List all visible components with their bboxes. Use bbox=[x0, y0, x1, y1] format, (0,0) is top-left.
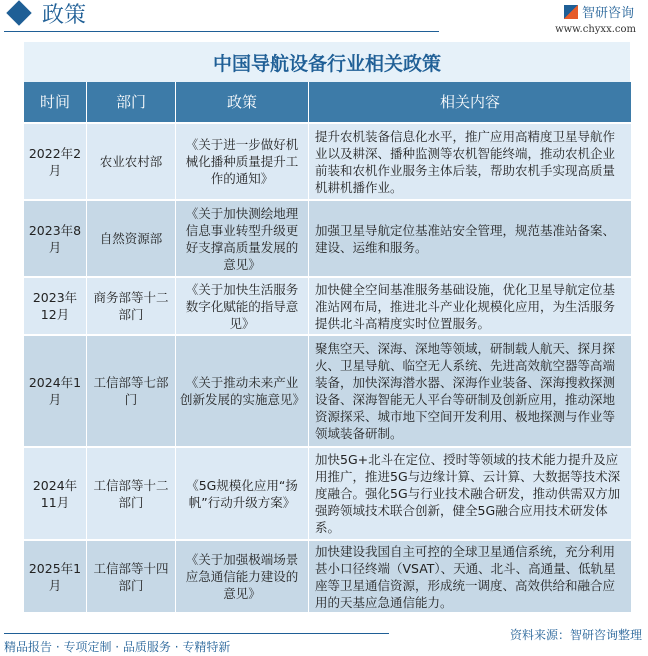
policy-table bbox=[24, 42, 630, 614]
col-content: 相关内容 bbox=[309, 82, 631, 122]
logo bbox=[564, 2, 634, 21]
cell-dept: 商务部等十二部门 bbox=[87, 278, 175, 334]
cell-content: 聚焦空天、深海、深地等领域，研制载人航天、探月探火、卫星导航、临空无人系统、先进高效航空器等高端装备，加快深海潜水器、深海作业装备、深海搜救探测设备、深海智能无人平台等研制及创新应用，推动深地资源探采、城市地下空间开发利用、极地探测与作业等领域装备研制。 bbox=[309, 336, 631, 446]
cell-dept: 工信部等十四部门 bbox=[87, 541, 175, 612]
cell-dept: 工信部等十二部门 bbox=[87, 448, 175, 539]
table-row bbox=[24, 336, 630, 446]
col-policy: 政策 bbox=[176, 82, 308, 122]
cell-content: 加快5G+北斗在定位、授时等领域的技术能力提升及应用推广，推进5G与边缘计算、云计算、大数据等技术深度融合。强化5G与行业技术融合研发，推动供需双方加强跨领域技术联合创新，健全5G融合应用技术研发体系。 bbox=[309, 448, 631, 539]
cell-policy: 《关于加快生活服务数字化赋能的指导意见》 bbox=[176, 278, 308, 334]
table-row bbox=[24, 541, 630, 612]
cell-policy: 《关于推动未来产业创新发展的实施意见》 bbox=[176, 336, 308, 446]
footer-divider bbox=[4, 633, 389, 634]
table-header bbox=[24, 82, 630, 122]
cell-time: 2024年11月 bbox=[24, 448, 86, 539]
col-dept: 部门 bbox=[87, 82, 175, 122]
table-row bbox=[24, 448, 630, 539]
cell-dept: 农业农村部 bbox=[87, 124, 175, 199]
cell-content: 提升农机装备信息化水平，推广应用高精度卫星导航作业以及耕深、播种监测等农机智能终端，推动农机企业前装和农机作业服务主体后装，帮助农机手实现高质量机耕机播作业。 bbox=[309, 124, 631, 199]
cell-content: 加快健全空间基准服务基础设施，优化卫星导航定位基准站网布局，推进北斗产业化规模化应用，为生活服务提供北斗高精度实时位置服务。 bbox=[309, 278, 631, 334]
cell-time: 2025年1月 bbox=[24, 541, 86, 612]
cell-content: 加强卫星导航定位基准站安全管理，规范基准站备案、建设、运维和服务。 bbox=[309, 201, 631, 276]
cell-policy: 《关于加快测绘地理信息事业转型升级更好支撑高质量发展的意见》 bbox=[176, 201, 308, 276]
cell-policy: 《关于加强极端场景应急通信能力建设的意见》 bbox=[176, 541, 308, 612]
cell-time: 2023年12月 bbox=[24, 278, 86, 334]
col-time: 时间 bbox=[24, 82, 86, 122]
cell-time: 2024年1月 bbox=[24, 336, 86, 446]
table-row bbox=[24, 124, 630, 199]
table-row bbox=[24, 278, 630, 334]
logo-text: 智研咨询 bbox=[581, 6, 634, 21]
logo-icon bbox=[564, 5, 578, 19]
source-note: 资料来源：智研咨询整理 bbox=[509, 628, 642, 642]
slogan: 精品报告 · 专项定制 · 品质服务 · 专精特新 bbox=[4, 640, 231, 654]
table-title: 中国导航设备行业相关政策 bbox=[24, 42, 630, 82]
cell-content: 加快建设我国自主可控的全球卫星通信系统，充分利用甚小口径终端（VSAT）、天通、北斗、高通量、低轨星座等卫星通信资源，形成统一调度、高效供给和融合应用的天基应急通信能力。 bbox=[309, 541, 631, 612]
table-row bbox=[24, 201, 630, 276]
section-title: 政策 bbox=[42, 3, 87, 28]
website-url: www.chyxx.com bbox=[555, 24, 636, 35]
header-divider bbox=[4, 31, 439, 32]
cell-policy: 《关于进一步做好机械化播种质量提升工作的通知》 bbox=[176, 124, 308, 199]
cell-dept: 工信部等七部门 bbox=[87, 336, 175, 446]
cell-policy: 《5G规模化应用“扬帆”行动升级方案》 bbox=[176, 448, 308, 539]
cell-time: 2023年8月 bbox=[24, 201, 86, 276]
diamond-icon bbox=[6, 0, 31, 25]
cell-dept: 自然资源部 bbox=[87, 201, 175, 276]
cell-time: 2022年2月 bbox=[24, 124, 86, 199]
